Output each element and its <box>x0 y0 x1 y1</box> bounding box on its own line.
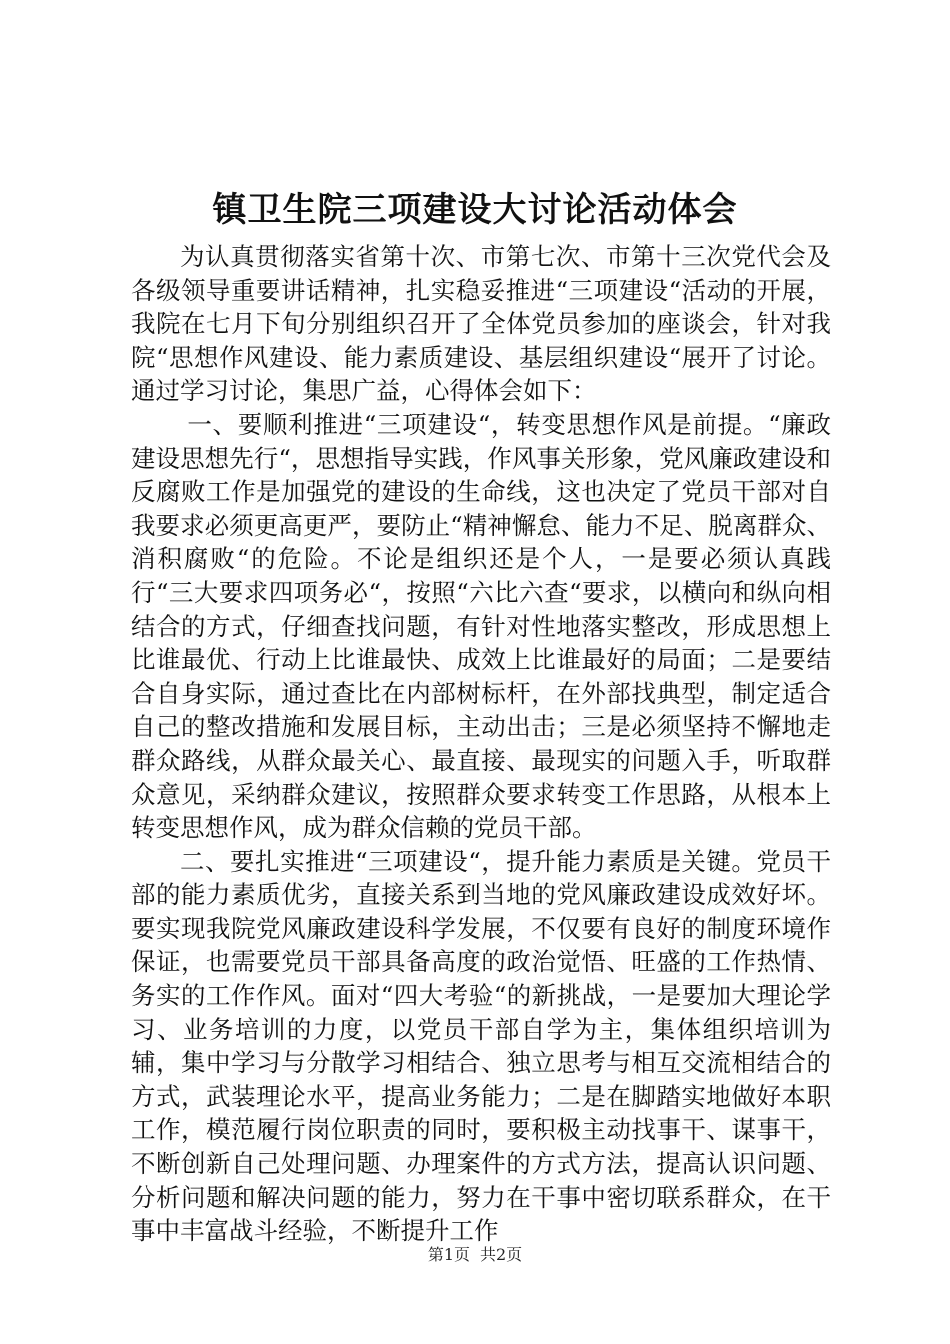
page-number: 第1页 <box>427 1245 470 1264</box>
document-body <box>131 240 831 1248</box>
page-total: 共2页 <box>480 1245 523 1264</box>
paragraph-section-1: 一、要顺利推进“三项建设“，转变思想作风是前提。“廉政建设思想先行“，思想指导实践，作风事关形象，党风廉政建设和反腐败工作是加强党的建设的生命线，这也决定了党员干部对自我要求必须更高更严，要防止“精神懈怠、能力不足、脱离群众、消积腐败“的危险。不论是组织还是个人，一是要必须认真践行“三大要求四项务必“，按照“六比六查“要求，以横向和纵向相结合的方式，仔细查找问题，有针对性地落实整改，形成思想上比谁最优、行动上比谁最快、成效上比谁最好的局面；二是要结合自身实际，通过查比在内部树标杆，在外部找典型，制定适合自己的整改措施和发展目标，主动出击；三是必须坚持不懈地走群众路线，从群众最关心、最直接、最现实的问题入手，听取群众意见，采纳群众建议，按照群众要求转变工作思路，从根本上转变思想作风，成为群众信赖的党员干部。 <box>131 409 831 843</box>
paragraph-intro: 为认真贯彻落实省第十次、市第七次、市第十三次党代会及各级领导重要讲话精神，扎实稳妥推进“三项建设“活动的开展，我院在七月下旬分别组织召开了全体党员参加的座谈会，针对我院“思想作风建设、能力素质建设、基层组织建设“展开了讨论。通过学习讨论，集思广益，心得体会如下： <box>131 242 831 406</box>
page-footer <box>0 1244 950 1266</box>
paragraph-section-2: 二、要扎实推进“三项建设“，提升能力素质是关键。党员干部的能力素质优劣，直接关系到当地的党风廉政建设成效好坏。要实现我院党风廉政建设科学发展，不仅要有良好的制度环境作保证，也需要党员干部具备高度的政治觉悟、旺盛的工作热情、务实的工作作风。面对“四大考验“的新挑战，一是要加大理论学习、业务培训的力度，以党员干部自学为主，集体组织培训为辅，集中学习与分散学习相结合、独立思考与相互交流相结合的方式，武装理论水平，提高业务能力；二是在脚踏实地做好本职工作，模范履行岗位职责的同时，要积极主动找事干、谋事干，不断创新自己处理问题、办理案件的方式方法，提高认识问题、分析问题和解决问题的能力，努力在干事中密切联系群众，在干事中丰富战斗经验，不断提升工作 <box>131 846 831 1246</box>
document-title: 镇卫生院三项建设大讨论活动体会 <box>212 190 738 230</box>
